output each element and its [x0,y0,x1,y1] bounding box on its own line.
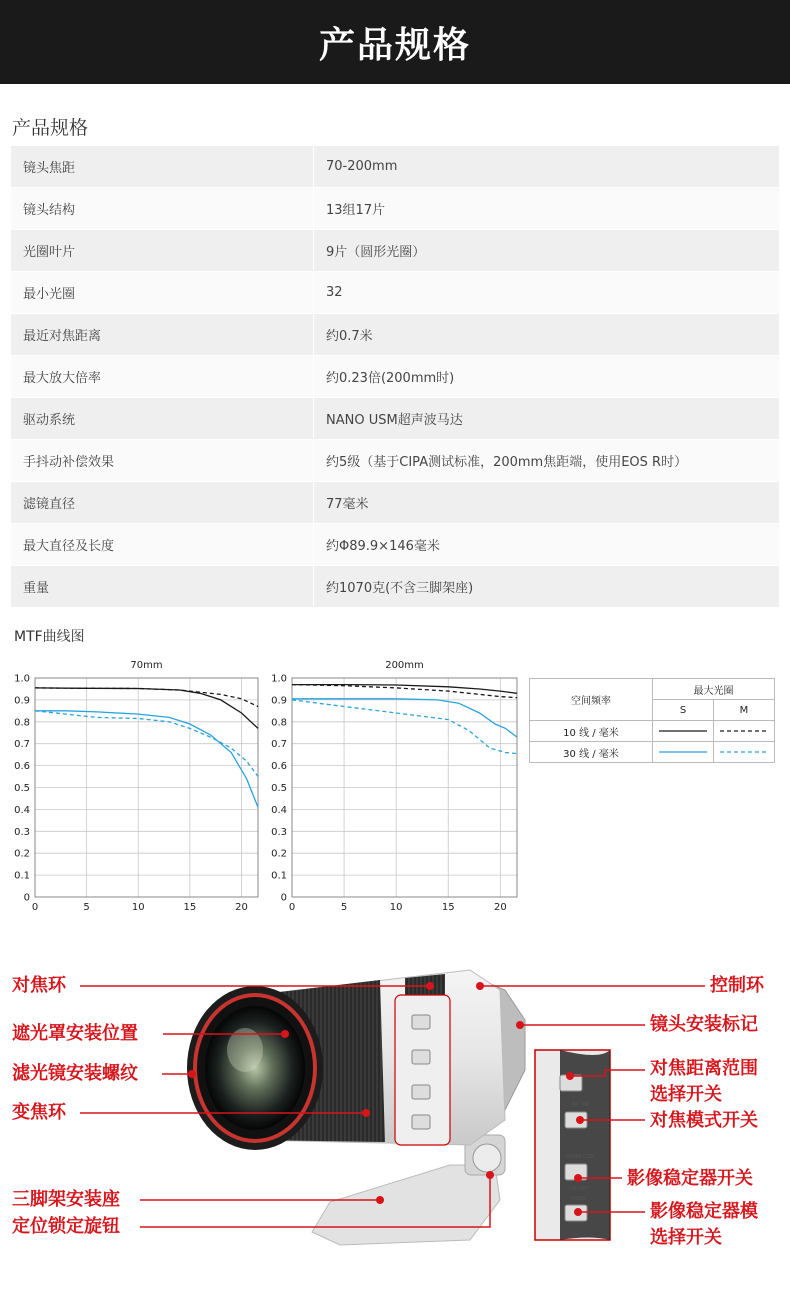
y-tick-label: 1.0 [271,673,287,685]
spec-value: 约0.7米 [314,314,780,356]
chart-title: 70mm [130,660,163,671]
y-tick-label: 0.3 [14,826,30,838]
spec-label: 滤镜直径 [11,482,314,524]
spec-label: 手抖动补偿效果 [11,440,314,482]
legend-row-header: 空间频率 [530,679,653,721]
inset-mode-label: MODE [571,1196,587,1202]
callout-filter-thread: 滤光镜安装螺纹 [12,1063,138,1084]
x-tick-label: 15 [183,902,197,913]
x-tick-label: 0 [288,902,296,913]
spec-value: 13组17片 [314,188,780,230]
spec-label: 最小光圈 [11,272,314,314]
callout-lock-knob: 定位锁定旋钮 [12,1216,120,1237]
legend-row-10: 10 线 / 毫米 [530,721,653,742]
spec-label: 最大直径及长度 [11,524,314,566]
y-tick-label: 0.5 [14,783,30,794]
callout-control-ring: 控制环 [710,975,764,996]
y-tick-label: 0.2 [271,848,287,860]
legend-10-m-swatch [714,721,775,742]
spec-row [11,524,779,566]
spec-row [11,440,779,482]
x-tick-label: 10 [389,902,403,913]
x-tick-label: 20 [235,902,248,913]
mtf-legend [529,678,775,763]
spec-section-title: 产品规格 [12,117,89,139]
spec-value: 32 [314,272,780,314]
spec-row [11,272,779,314]
spec-label: 重量 [11,566,314,608]
callout-hood-mount: 遮光罩安装位置 [12,1023,138,1044]
y-tick-label: 0.9 [14,695,30,707]
y-tick-label: 0.8 [271,717,287,729]
spec-row [11,566,779,608]
spec-row [11,188,779,230]
mtf-series-10-m [292,685,517,698]
callout-mount-index: 镜头安装标记 [650,1014,758,1035]
inset-on-off-label: ON OFF [569,1186,588,1192]
spec-label: 最大放大倍率 [11,356,314,398]
spec-value: 70-200mm [314,146,780,188]
y-tick-label: 0.1 [14,870,30,882]
chart-title: 200mm [385,660,424,671]
inset-stabilizer-label: STABILIZER [566,1154,595,1160]
x-tick-label: 0 [31,902,39,913]
x-tick-label: 20 [493,902,507,913]
callout-focus-mode: 对焦模式开关 [650,1110,758,1131]
banner-title: 产品规格 [318,24,471,66]
callout-stabilizer: 影像稳定器开关 [627,1168,753,1189]
inset-af-mf-label: AF MF [572,1101,591,1108]
mtf-series-30-s [35,711,258,807]
y-tick-label: 0.2 [14,848,30,860]
legend-row-30: 30 线 / 毫米 [530,742,653,763]
focus-mode-switch [412,1050,430,1064]
spec-label: 镜头结构 [11,188,314,230]
x-tick-label: 5 [340,902,348,913]
spec-row [11,398,779,440]
y-tick-label: 0 [280,892,287,904]
y-tick-label: 0.7 [14,739,30,751]
spec-row [11,146,779,188]
legend-30-s-swatch [653,742,714,763]
mtf-series-10-s [35,688,258,729]
callout-zoom-ring: 变焦环 [12,1102,66,1123]
mtf-series-30-s [292,699,517,737]
spec-label: 驱动系统 [11,398,314,440]
y-tick-label: 0.3 [271,826,287,838]
y-tick-label: 0.5 [271,783,287,794]
spec-label: 最近对焦距离 [11,314,314,356]
callout-tripod-mount: 三脚架安装座 [12,1189,120,1210]
mtf-charts [0,650,530,920]
x-tick-label: 10 [131,902,145,913]
spec-value: 77毫米 [314,482,780,524]
spec-row [11,482,779,524]
legend-col-m: M [714,700,775,721]
spec-row [11,314,779,356]
stabilizer-switch [412,1085,430,1099]
tripod-foot [312,1165,500,1245]
spec-value: 约Φ89.9×146毫米 [314,524,780,566]
spec-value: 9片（圆形光圈） [314,230,780,272]
callout-focus-ring: 对焦环 [12,975,66,996]
stabilizer-mode-switch [412,1115,430,1129]
y-tick-label: 0 [23,892,30,904]
mtf-series-30-m [292,700,517,754]
lock-knob [473,1144,501,1172]
y-tick-label: 1.0 [14,673,30,685]
mtf-title: MTF曲线图 [14,629,85,645]
x-tick-label: 15 [441,902,455,913]
spec-value: 约0.23倍(200mm时) [314,356,780,398]
spec-value: 约1070克(不含三脚架座) [314,566,780,608]
focus-range-switch [412,1015,430,1029]
header-banner [0,0,790,84]
callout-focus-range: 对焦距离范围 选择开关 [650,1058,758,1105]
spec-table [11,146,779,608]
legend-10-s-swatch [653,721,714,742]
y-tick-label: 0.9 [271,695,287,707]
spec-row [11,356,779,398]
spec-row [11,230,779,272]
legend-col-header: 最大光圈 [653,679,775,700]
y-tick-label: 0.6 [14,761,30,773]
spec-value: NANO USM超声波马达 [314,398,780,440]
y-tick-label: 0.4 [14,804,30,816]
spec-label: 光圈叶片 [11,230,314,272]
y-tick-label: 0.4 [271,804,287,816]
spec-label: 镜头焦距 [11,146,314,188]
y-tick-label: 0.8 [14,717,30,729]
mtf-series-10-m [35,688,258,707]
x-tick-label: 5 [83,902,90,913]
legend-30-m-swatch [714,742,775,763]
y-tick-label: 0.6 [271,761,287,773]
legend-col-s: S [653,700,714,721]
spec-value: 约5级（基于CIPA测试标准，200mm焦距端，使用EOS R时） [314,440,780,482]
y-tick-label: 0.7 [271,739,287,751]
y-tick-label: 0.1 [271,870,287,882]
callout-stabilizer-mode: 影像稳定器模 选择开关 [650,1201,758,1248]
